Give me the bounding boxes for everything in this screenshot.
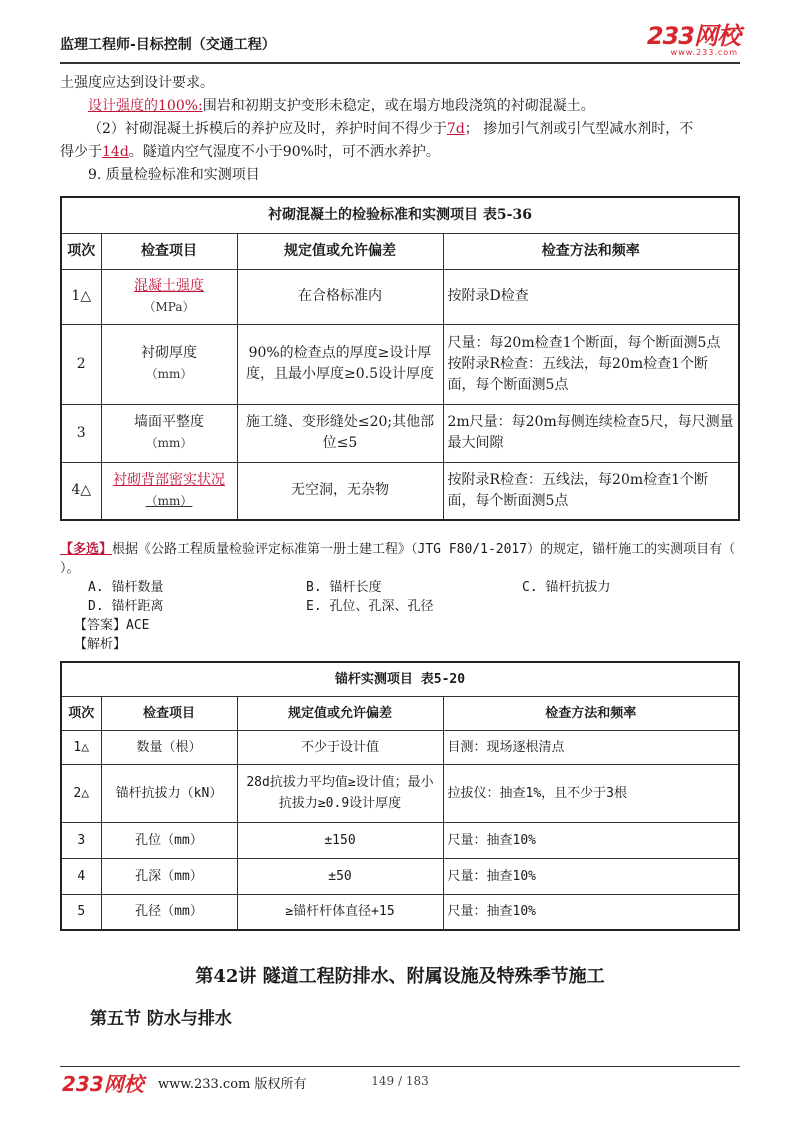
item-unit: （mm） (145, 367, 193, 381)
row-item (101, 462, 237, 520)
row-spec: ±50 (237, 858, 443, 894)
anchor-bolt-table (60, 661, 740, 931)
row-item: 数量（根） (101, 730, 237, 764)
row-no: 3 (61, 404, 101, 462)
option-d: D. 锚杆距离 (88, 599, 164, 614)
row-item (101, 404, 237, 462)
row-item (101, 324, 237, 404)
table-row (61, 462, 739, 520)
item-name: 墙面平整度 (134, 414, 204, 430)
table-row (61, 764, 739, 822)
header-divider (60, 62, 740, 64)
page-number: 149 / 183 (371, 1074, 429, 1088)
paragraph-line-5: 9. 质量检验标准和实测项目 (88, 167, 260, 183)
row-item: 孔位（mm） (101, 822, 237, 858)
table2-header-spec: 规定值或允许偏差 (237, 696, 443, 730)
table-row (61, 269, 739, 324)
row-no: 5 (61, 894, 101, 930)
section-title: 第五节 防水与排水 (90, 1009, 232, 1029)
row-item: 孔径（mm） (101, 894, 237, 930)
question-text: 根据《公路工程质量检验评定标准第一册土建工程》（JTG F80/1-2017）的规定，锚杆施工的实测项目有（ ）。 (60, 542, 736, 576)
row-spec: 90%的检查点的厚度≥设计厚度，且最小厚度≥0.5设计厚度 (237, 324, 443, 404)
question-stem (60, 540, 740, 578)
row-method: 尺量：每20m检查1个断面，每个断面测5点按附录R检查：五线法，每20m检查1个断面，每个断面测5点 (443, 324, 739, 404)
footer-logo: 233网校 (62, 1072, 144, 1096)
body-paragraphs (60, 72, 740, 187)
row-spec: ≥锚杆杆体直径+15 (237, 894, 443, 930)
row-method: 拉拔仪：抽查1%，且不少于3根 (443, 764, 739, 822)
table1-header-method: 检查方法和频率 (443, 233, 739, 269)
item-unit: （MPa） (143, 299, 195, 314)
table2-header-item: 检查项目 (101, 696, 237, 730)
brand-logo (647, 24, 740, 58)
logo-text: 233网校 (646, 22, 740, 50)
option-b: B. 锚杆长度 (306, 580, 382, 595)
item-name: 衬砌背部密实状况 (113, 471, 225, 488)
footer-copyright: www.233.com 版权所有 (158, 1077, 307, 1092)
row-spec: 在合格标准内 (237, 269, 443, 324)
table-row (61, 822, 739, 858)
row-item (101, 269, 237, 324)
row-no: 4 (61, 858, 101, 894)
table1-header-spec: 规定值或允许偏差 (237, 233, 443, 269)
analysis-label: 【解析】 (74, 637, 127, 652)
row-spec: 不少于设计值 (237, 730, 443, 764)
line3-a: （2）衬砌混凝土拆模后的养护应及时，养护时间不得少于 (88, 121, 447, 137)
option-e: E. 孔位、孔深、孔径 (306, 599, 434, 614)
table-row (61, 324, 739, 404)
header-title: 监理工程师-目标控制（交通工程） (60, 37, 276, 53)
page-header (60, 24, 740, 60)
table2-header-method: 检查方法和频率 (443, 696, 739, 730)
item-unit: （mm） (145, 436, 193, 450)
row-no: 1△ (61, 730, 101, 764)
row-method: 尺量：抽查10% (443, 858, 739, 894)
options-row-2 (60, 597, 740, 616)
item-name: 衬砌厚度 (141, 345, 197, 361)
lecture-title: 第42讲 隧道工程防排水、附属设施及特殊季节施工 (195, 966, 605, 987)
row-spec: 28d抗拔力平均值≥设计值；最小抗拔力≥0.9设计厚度 (237, 764, 443, 822)
answer: 【答案】ACE (74, 618, 150, 633)
paragraph-line-2 (60, 95, 740, 118)
row-method: 目测：现场逐根清点 (443, 730, 739, 764)
table-row (61, 730, 739, 764)
row-method: 尺量：抽查10% (443, 822, 739, 858)
option-a: A. 锚杆数量 (88, 580, 164, 595)
paragraph-line-4 (60, 141, 740, 164)
highlight-14d: 14d (102, 144, 129, 160)
lining-concrete-table (60, 196, 740, 521)
line2-rest: 围岩和初期支护变形未稳定，或在塌方地段浇筑的衬砌混凝土。 (202, 98, 595, 114)
row-method: 2m尺量：每20m每侧连续检查5尺，每尺测量最大间隙 (443, 404, 739, 462)
line3-b: ； 掺加引气剂或引气型减水剂时，不 (464, 121, 694, 137)
logo-url: www.233.com (670, 48, 738, 57)
item-unit: （mm） (145, 493, 193, 508)
table1-caption: 衬砌混凝土的检验标准和实测项目 表5-36 (61, 197, 739, 233)
table-row (61, 404, 739, 462)
row-item: 孔深（mm） (101, 858, 237, 894)
row-no: 1△ (61, 269, 101, 324)
highlight-7d: 7d (446, 121, 465, 137)
row-no: 3 (61, 822, 101, 858)
row-no: 2△ (61, 764, 101, 822)
table2-header-no: 项次 (61, 696, 101, 730)
options-row-1 (60, 578, 740, 597)
question-tag: 【多选】 (60, 542, 113, 557)
multiple-choice-question (60, 540, 740, 654)
table-row (61, 894, 739, 930)
paragraph-line-3 (60, 118, 740, 141)
table1-header-no: 项次 (61, 233, 101, 269)
line4-b: 。隧道内空气湿度不小于90%时，可不洒水养护。 (128, 144, 440, 160)
footer-divider (60, 1066, 740, 1067)
item-name: 混凝土强度 (134, 277, 204, 294)
row-method: 尺量：抽查10% (443, 894, 739, 930)
row-no: 4△ (61, 462, 101, 520)
table1-header-item: 检查项目 (101, 233, 237, 269)
option-c: C. 锚杆抗拔力 (522, 580, 611, 595)
line4-a: 得少于 (60, 144, 102, 160)
row-spec: 施工缝、变形缝处≤20;其他部位≤5 (237, 404, 443, 462)
row-item: 锚杆抗拔力（kN） (101, 764, 237, 822)
row-method: 按附录D检查 (443, 269, 739, 324)
highlight-strength: 设计强度的100%: (88, 98, 203, 114)
table-row (61, 858, 739, 894)
row-no: 2 (61, 324, 101, 404)
row-method: 按附录R检查：五线法，每20m检查1个断面，每个断面测5点 (443, 462, 739, 520)
paragraph-line-1: 土强度应达到设计要求。 (60, 75, 214, 91)
table2-caption: 锚杆实测项目 表5-20 (61, 662, 739, 696)
row-spec: ±150 (237, 822, 443, 858)
row-spec: 无空洞，无杂物 (237, 462, 443, 520)
